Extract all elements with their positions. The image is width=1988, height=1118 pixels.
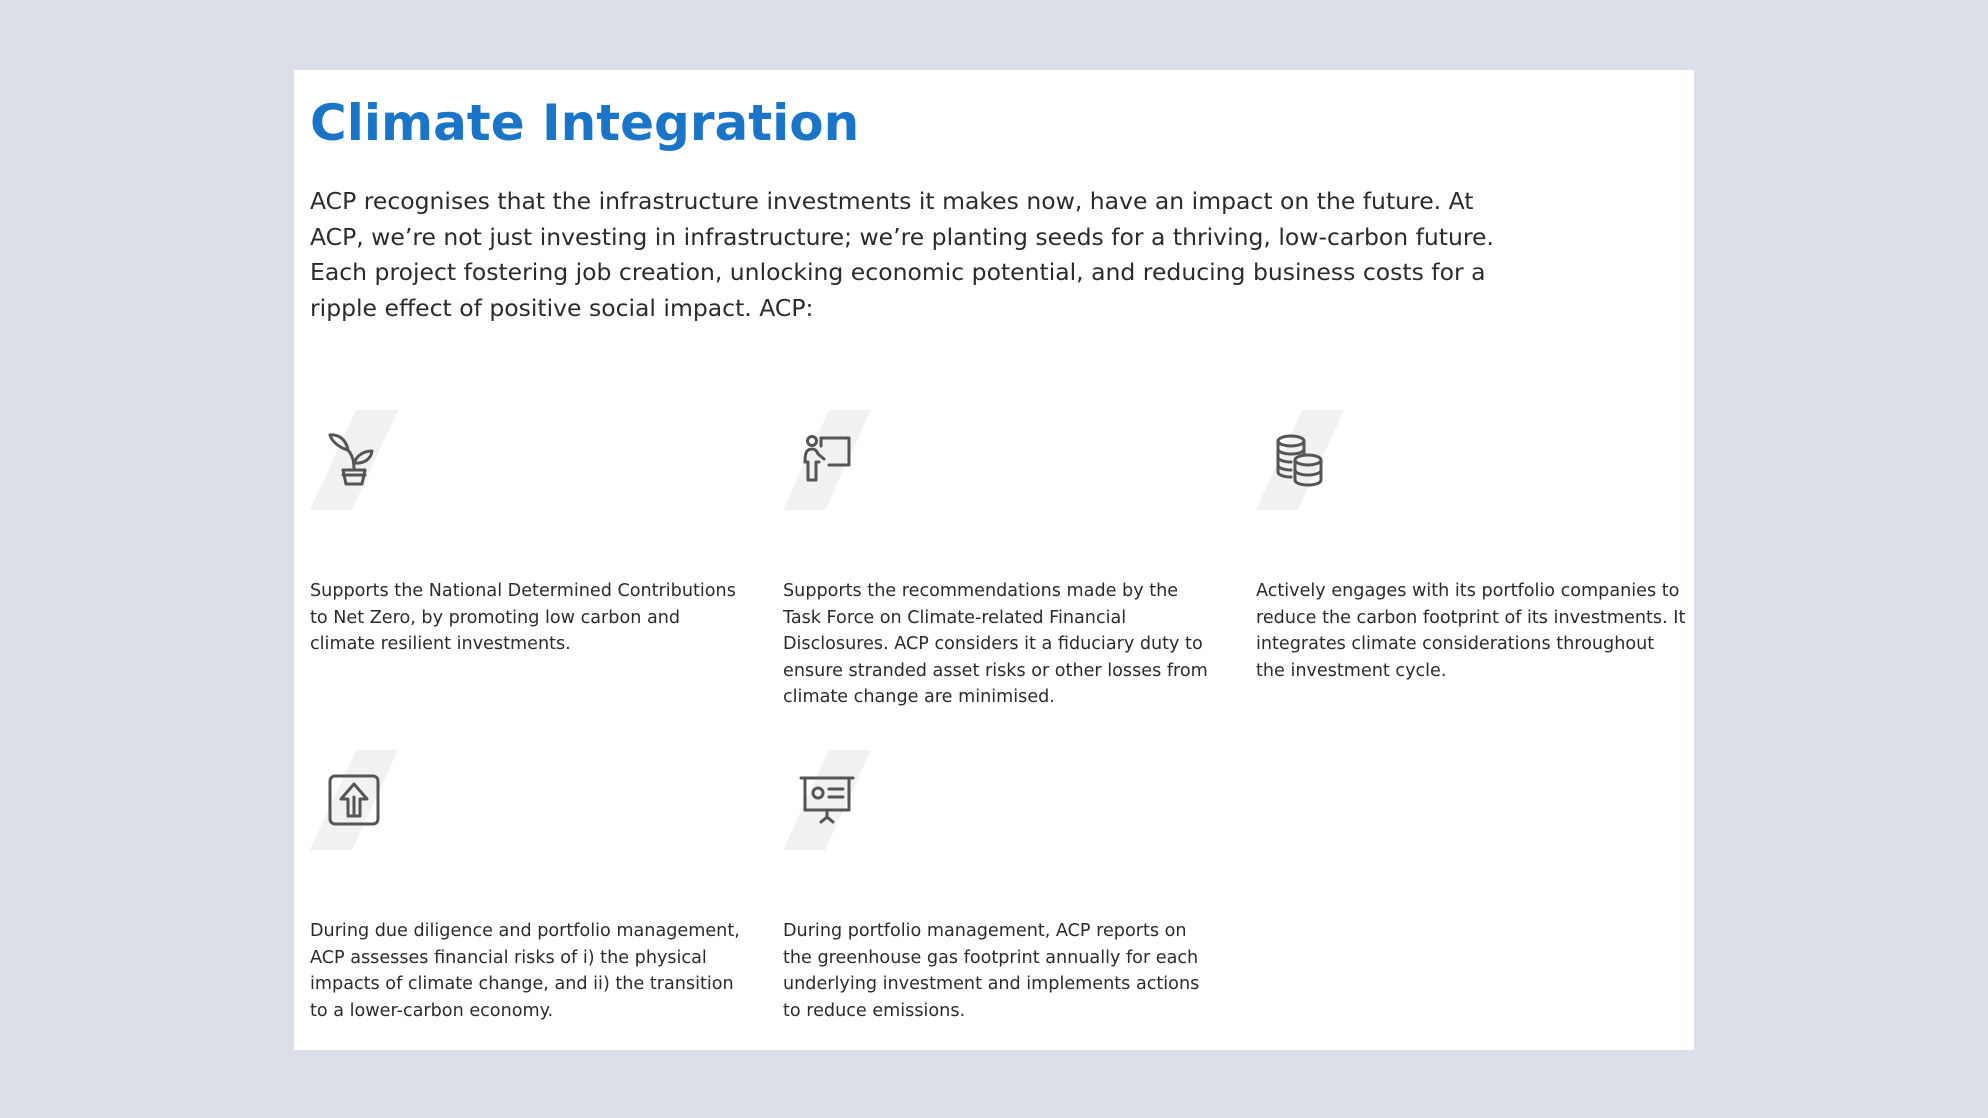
list-item <box>783 410 1215 708</box>
presentation-screen-icon <box>799 772 855 828</box>
list-item <box>783 750 1215 1021</box>
item-description: Actively engages with its portfolio companies to reduce the carbon footprint of its investments. It integrates climate considerations throughout the investment cycle. <box>1256 581 1686 681</box>
item-description: Supports the recommendations made by the Task Force on Climate-related Financial Disclosures. ACP considers it a fiduciary duty to ensure stranded asset risks or other losses from climate change are minimised. <box>783 581 1208 708</box>
list-item <box>1256 410 1688 681</box>
page-title: Climate Integration <box>310 94 860 152</box>
plant-icon <box>326 432 382 488</box>
icon-badge <box>310 410 400 510</box>
icon-badge <box>783 750 873 850</box>
icon-badge <box>783 410 873 510</box>
icon-badge <box>310 750 400 850</box>
item-description: During due diligence and portfolio management, ACP assesses financial risks of i) the physical impacts of climate change, and ii) the transition to a lower-carbon economy. <box>310 921 740 1021</box>
presenter-board-icon <box>799 432 855 488</box>
item-description: Supports the National Determined Contributions to Net Zero, by promoting low carbon and climate resilient investments. <box>310 581 736 655</box>
coins-stack-icon <box>1272 432 1328 488</box>
content-card <box>294 70 1694 1050</box>
list-item <box>310 410 742 655</box>
intro-paragraph: ACP recognises that the infrastructure investments it makes now, have an impact on the future. At ACP, we’re not just investing in infrastructure; we’re planting seeds for a thriving, low-carbon future. Each project fostering job creation, unlocking economic potential, and reducing business costs for a ripple effect of positive social impact. ACP: <box>310 187 1494 322</box>
list-item <box>310 750 742 1021</box>
icon-badge <box>1256 410 1346 510</box>
upload-arrow-icon <box>326 772 382 828</box>
item-description: During portfolio management, ACP reports on the greenhouse gas footprint annually for each underlying investment and implements actions to reduce emissions. <box>783 921 1200 1021</box>
